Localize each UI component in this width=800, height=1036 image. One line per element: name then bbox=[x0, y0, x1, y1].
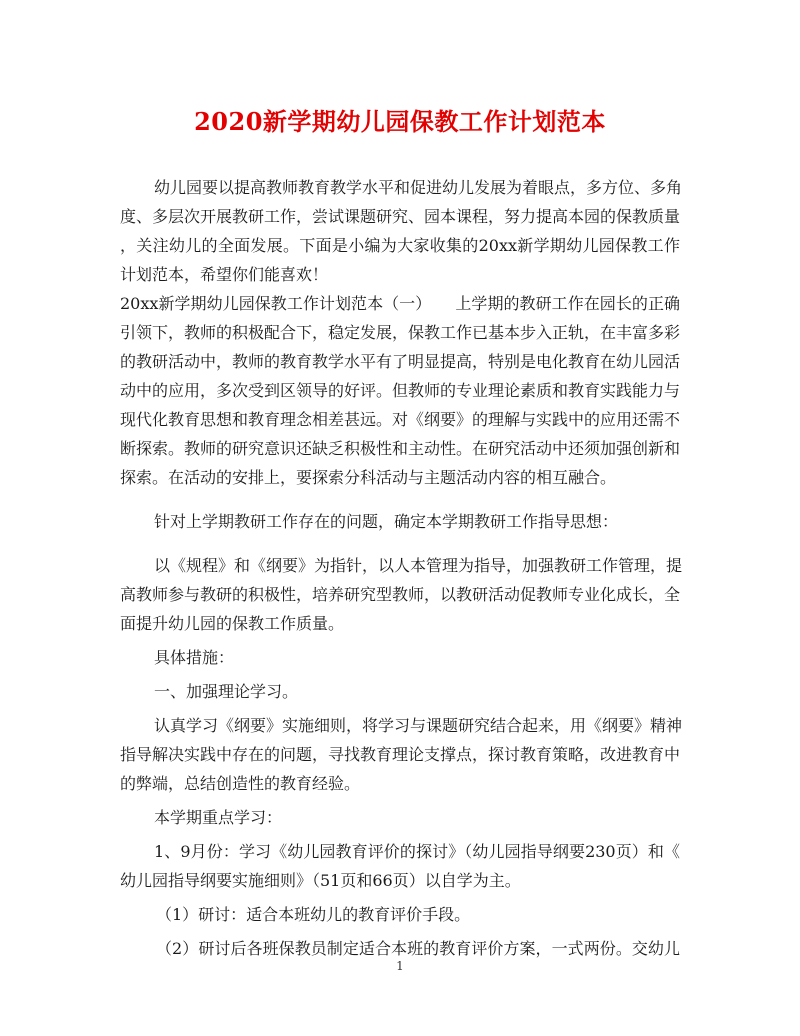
text-line: 以《规程》和《纲要》为指针，以人本管理为指导，加强教研工作管理，提 bbox=[154, 556, 683, 575]
text-line: 1、9月份：学习《幼儿园教育评价的探讨》（幼儿园指导纲要230页）和《 bbox=[154, 842, 680, 861]
text-line: 度、多层次开展教研工作，尝试课题研究、园本课程，努力提高本园的保教质量 bbox=[120, 207, 681, 226]
text-line: 指导解决实践中存在的问题，寻找教育理论支撑点，探讨教育策略，改进教育中 bbox=[120, 745, 681, 764]
text-line: 引领下，教师的积极配合下，稳定发展，保教工作已基本步入正轨，在丰富多彩 bbox=[120, 323, 681, 342]
text-line: 高教师参与教研的积极性，培养研究型教师，以教研活动促教师专业化成长，全 bbox=[120, 585, 681, 604]
section-heading: 一、加强理论学习。 bbox=[154, 682, 299, 701]
document-title: 2020新学期幼儿园保教工作计划范本 bbox=[194, 107, 606, 136]
text-line: （2）研讨后各班保教员制定适合本班的教育评价方案，一式两份。交幼儿 bbox=[156, 939, 680, 958]
text-line: 计划范本，希望你们能喜欢！ bbox=[120, 265, 329, 284]
text-line: 动中的应用，多次受到区领导的好评。但教师的专业理论素质和教育实践能力与 bbox=[120, 381, 681, 400]
text-line: 的弊端，总结创造性的教育经验。 bbox=[120, 774, 361, 793]
text-line: 幼儿园要以提高教师教育教学水平和促进幼儿发展为着眼点，多方位、多角 bbox=[154, 178, 683, 197]
text-line: 认真学习《纲要》实施细则，将学习与课题研究结合起来，用《纲要》精神 bbox=[154, 716, 683, 735]
text-line: 现代化教育思想和教育理念相差甚远。对《纲要》的理解与实践中的应用还需不 bbox=[120, 410, 681, 429]
text-line: 20xx新学期幼儿园保教工作计划范本（一） 上学期的教研工作在园长的正确 bbox=[120, 294, 680, 313]
text-line: 断探索。教师的研究意识还缺乏积极性和主动性。在研究活动中还须加强创新和 bbox=[120, 439, 681, 458]
text-line: 幼儿园指导纲要实施细则》（51页和66页）以自学为主。 bbox=[120, 871, 521, 890]
text-line: 探索。在活动的安排上，要探索分科活动与主题活动内容的相互融合。 bbox=[120, 468, 617, 487]
text-line: 具体措施： bbox=[154, 648, 235, 667]
text-line: 针对上学期教研工作存在的问题，确定本学期教研工作指导思想： bbox=[154, 512, 619, 531]
text-line: （1）研讨：适合本班幼儿的教育评价手段。 bbox=[156, 905, 471, 924]
page-number: 1 bbox=[396, 959, 404, 973]
text-line: 面提升幼儿园的保教工作质量。 bbox=[120, 614, 345, 633]
text-line: 本学期重点学习： bbox=[154, 808, 283, 827]
text-line: ，关注幼儿的全面发展。下面是小编为大家收集的20xx新学期幼儿园保教工作 bbox=[120, 236, 680, 255]
text-line: 的教研活动中，教师的教育教学水平有了明显提高，特别是电化教育在幼儿园活 bbox=[120, 352, 681, 371]
